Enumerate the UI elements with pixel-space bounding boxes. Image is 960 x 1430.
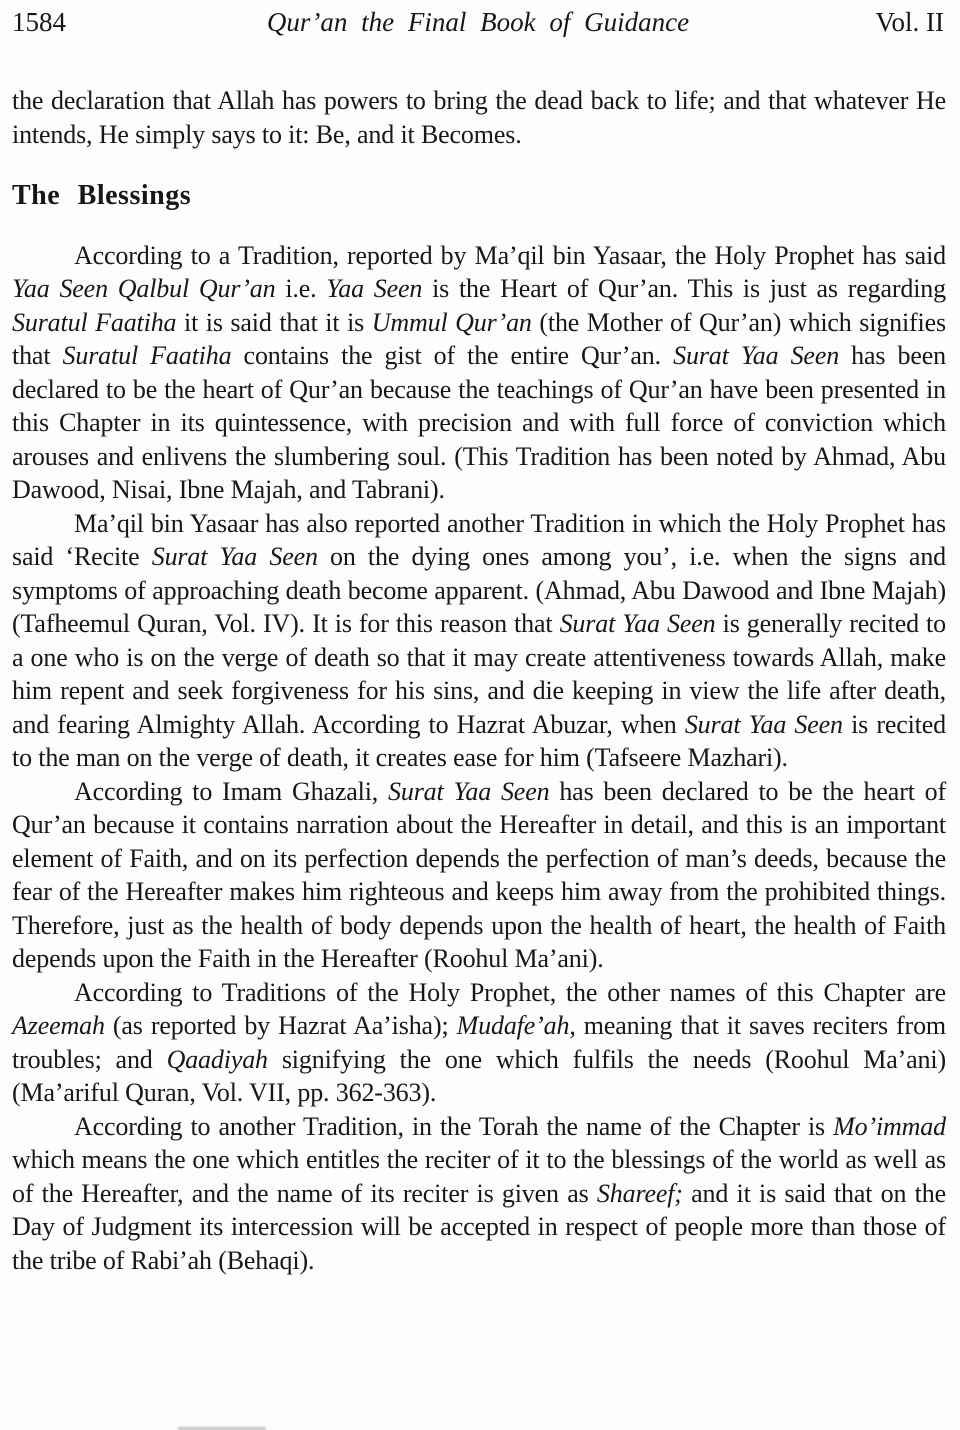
text-run: Ma’qil bin Yasaar has also reported another Tradition in which the Holy Prophet has said ‘Recite xyxy=(12,508,946,571)
text-run: The Blessings xyxy=(12,180,192,211)
page-header xyxy=(0,0,960,38)
paragraph xyxy=(12,507,946,775)
text-run: on the dying ones among you’, i.e. when the signs and symptoms of approaching death become apparent. (Ahmad, Abu Dawood and Ibne Majah) (Tafheemul Quran, Vol. IV). It is for this reason that xyxy=(12,542,947,638)
text-run: is the Heart of Qur’an. This is just as regarding xyxy=(422,274,946,303)
text-run: signifying the one which fulfils the needs (Roohul Ma’ani) (Ma’ariful Quran, Vol. VII, pp. 362-363). xyxy=(12,1044,946,1107)
text-run: (as reported by Hazrat Aa’isha); xyxy=(104,1011,457,1040)
section-heading xyxy=(12,179,946,213)
paragraph xyxy=(12,976,946,1110)
volume-label: Vol. II xyxy=(875,7,944,37)
italic-run: Azeemah xyxy=(12,1011,105,1040)
paragraph xyxy=(12,84,946,151)
paragraph xyxy=(12,775,946,976)
italic-run: Shareef; xyxy=(596,1178,683,1208)
text-run: According to Traditions of the Holy Prophet, the other names of this Chapter are xyxy=(74,977,946,1007)
text-run: , meaning that it saves reciters from troubles; and xyxy=(12,1011,946,1074)
italic-run: Surat Yaa Seen xyxy=(559,609,716,638)
italic-run: Suratul Faatiha xyxy=(12,307,177,337)
text-run: the declaration that Allah has powers to bring the dead back to life; and that whatever He intends, He simply says to it: Be, and it Becomes. xyxy=(12,86,946,149)
paragraph xyxy=(12,239,946,507)
text-run: and it is said that on the Day of Judgment its intercession will be accepted in respect of people more than those of the tribe of Rabi’ah (Behaqi). xyxy=(12,1178,946,1275)
page-body xyxy=(0,84,960,1277)
italic-run: Ummul Qur’an xyxy=(371,307,532,337)
text-run: contains the gist of the entire Qur’an. xyxy=(231,341,674,370)
italic-run: Surat Yaa Seen xyxy=(673,341,840,370)
italic-run: Yaa Seen Qalbul Qur’an xyxy=(12,274,276,303)
italic-run: Yaa Seen xyxy=(326,274,423,303)
italic-run: Surat Yaa Seen xyxy=(151,542,318,571)
italic-run: Mo’immad xyxy=(833,1111,946,1141)
text-run: (the Mother of Qur’an) which signifies that xyxy=(12,307,946,370)
text-run: has been declared to be the heart of Qur’an because it contains narration about the Hereafter in detail, and this is an important element of Faith, and on its perfection depends the perfection of man’s deeds, because the fear of the Hereafter makes him righteous and keeps him away from the prohibited things. Therefore, just as the health of body depends upon the health of heart, the health of Faith depends upon the Faith in the Hereafter (Roohul Ma’ani). xyxy=(12,776,947,973)
page-number: 1584 xyxy=(12,7,66,37)
text-run: i.e. xyxy=(275,274,327,303)
text-run: According to Imam Ghazali, xyxy=(74,776,388,806)
italic-run: Mudafe’ah xyxy=(456,1011,570,1040)
italic-run: Qaadiyah xyxy=(166,1044,268,1074)
paragraph xyxy=(12,1110,946,1278)
italic-run: Surat Yaa Seen xyxy=(388,776,550,806)
text-run: which means the one which entitles the reciter of it to the blessings of the world as well as of the Hereafter, and the name of its reciter is given as xyxy=(12,1145,946,1208)
italic-run: Surat Yaa Seen xyxy=(684,709,843,739)
text-run: According to another Tradition, in the Torah the name of the Chapter is xyxy=(74,1111,834,1141)
text-run: is recited to the man on the verge of death, it creates ease for him (Tafseere Mazhari). xyxy=(12,709,946,772)
text-run: According to a Tradition, reported by Ma’qil bin Yasaar, the Holy Prophet has said xyxy=(74,240,946,270)
text-run: it is said that it is xyxy=(176,307,372,337)
running-title: Qur’an the Final Book of Guidance xyxy=(266,7,690,37)
text-run: is generally recited to a one who is on the verge of death so that it may create attentiveness towards Allah, make him repent and seek forgiveness for his sins, and die keeping in view the life after death, and fearing Almighty Allah. According to Hazrat Abuzar, when xyxy=(12,609,946,739)
italic-run: Suratul Faatiha xyxy=(62,341,232,370)
text-run: has been declared to be the heart of Qur’an because the teachings of Qur’an have been presented in this Chapter in its quintessence, with precision and with full force of conviction which arouses and enlivens the slumbering soul. (This Tradition has been noted by Ahmad, Abu Dawood, Nisai, Ibne Majah, and Tabrani). xyxy=(12,341,946,504)
